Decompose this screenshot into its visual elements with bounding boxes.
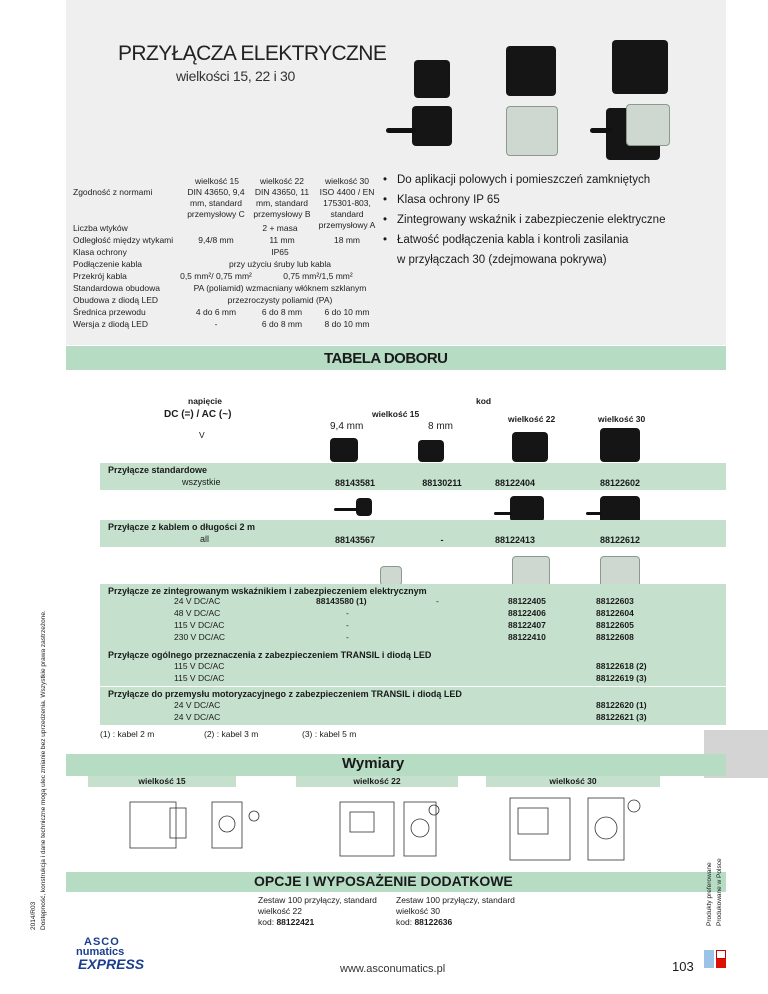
page-subtitle: wielkości 15, 22 i 30	[176, 68, 295, 84]
feature-item: • Do aplikacji polowych i pomieszczeń zamkniętych	[383, 170, 723, 190]
voltage: 115 V DC/AC	[174, 661, 225, 671]
selection-table-header	[66, 346, 726, 370]
row-sub: wszystkie	[182, 477, 221, 487]
thumb-led15	[380, 566, 402, 586]
spec-cell: PA (poliamid) wzmacniany włóknem szklanym	[193, 283, 367, 293]
option-b-line2: wielkość 30	[396, 906, 440, 916]
code: 88122407	[508, 620, 546, 630]
spec-cell: IP65	[271, 247, 289, 257]
voltage: 48 V DC/AC	[174, 608, 221, 618]
napiecie-label: napięcie	[188, 396, 223, 406]
code-cell: 88122404	[480, 478, 550, 490]
preferred-icon	[704, 950, 714, 968]
thumb-std15b	[418, 440, 444, 462]
row-title: Przyłącze standardowe	[108, 465, 208, 475]
code: 88122608	[596, 632, 634, 642]
dim-head: wielkość 30	[486, 776, 660, 787]
side-note-legal: Dostępność, konstrukcja i dane techniczne mogą ulec zmianie bez uprzedzenia. Wszystkie prawa zastrzeżone.	[40, 610, 47, 930]
option-a-line2: wielkość 22	[258, 906, 302, 916]
code: -	[346, 608, 349, 618]
dim-head: wielkość 15	[88, 776, 236, 787]
spec-cell: przy użyciu śruby lub kabla	[228, 259, 332, 269]
option-b-kod: kod:	[396, 917, 415, 927]
spec-label: Standardowa obudowa	[73, 283, 160, 293]
section-title: OPCJE I WYPOSAŻENIE DODATKOWE	[254, 873, 513, 889]
product-photo-led30	[626, 104, 670, 146]
v-label: V	[199, 430, 205, 440]
spec-cell: 0,75 mm²/1,5 mm²	[283, 271, 353, 281]
spec-cell: 6 do 8 mm	[261, 319, 303, 329]
poland-flag-icon	[716, 950, 726, 959]
footer-url[interactable]: www.asconumatics.pl	[340, 963, 446, 975]
voltage: 24 V DC/AC	[174, 700, 221, 710]
code-cell: 88143567	[300, 535, 410, 547]
option-a-kod: kod:	[258, 917, 277, 927]
note: (1) : kabel 2 m	[100, 729, 155, 739]
code: 88122603	[596, 596, 634, 606]
row-title: Przyłącze ogólnego przeznaczenia z zabezpieczeniem TRANSIL i diodą LED	[108, 650, 432, 660]
code: -	[436, 596, 439, 606]
product-photo-cable15	[412, 106, 452, 146]
section-title: TABELA DOBORU	[324, 350, 448, 367]
feature-item: • Łatwość podłączenia kabla i kontroli zasilania	[383, 230, 723, 250]
thumb-cable22	[510, 496, 544, 522]
spec-label: Odległość między wtykami	[73, 235, 174, 245]
note: (2) : kabel 3 m	[204, 729, 259, 739]
asco-logo: ASCO numatics EXPRESS	[76, 936, 145, 972]
dimensions-header	[66, 754, 726, 776]
spec-cell: 6 do 10 mm	[324, 307, 370, 317]
spec-cell: DIN 43650, 11 mm, standard przemysłowy B	[253, 187, 311, 219]
side-note-preferred: Produkty preferowane	[706, 862, 713, 926]
option-b-code: 88122636	[414, 917, 453, 927]
spec-cell: 6 do 8 mm	[261, 307, 303, 317]
spec-label: Wersja z diodą LED	[73, 319, 148, 329]
feature-item: w przyłączach 30 (zdejmowana pokrywa)	[397, 254, 607, 266]
spec-cell: 0,5 mm²/ 0,75 mm²	[180, 271, 252, 281]
spec-label: Obudowa z diodą LED	[73, 295, 159, 305]
feature-list	[383, 170, 723, 270]
row-title: Przyłącze z kablem o długości 2 m	[108, 522, 256, 532]
code: -	[346, 620, 349, 630]
side-note-poland: Produkowane w Polsce	[716, 858, 723, 926]
spec-cell: 9,4/8 mm	[198, 235, 234, 245]
dim-head: wielkość 22	[296, 776, 458, 787]
mm8-head: 8 mm	[428, 421, 453, 432]
code: 88122604	[596, 608, 634, 618]
thumb-std30	[600, 428, 640, 462]
spec-cell: 11 mm	[269, 235, 295, 245]
voltage: 24 V DC/AC	[174, 596, 221, 606]
voltage: 24 V DC/AC	[174, 712, 221, 722]
code: 88122406	[508, 608, 546, 618]
voltage: 230 V DC/AC	[174, 632, 226, 642]
kod-label: kod	[476, 396, 492, 406]
size15-head: wielkość 15	[372, 409, 420, 419]
code: -	[346, 632, 349, 642]
thumb-cable15	[356, 498, 372, 516]
code: 88122619 (3)	[596, 673, 647, 683]
voltage: 115 V DC/AC	[174, 620, 225, 630]
option-b-line1: Zestaw 100 przyłączy, standard	[396, 895, 515, 905]
spec-cell: 8 do 10 mm	[324, 319, 370, 329]
code: 88122605	[596, 620, 634, 630]
spec-cell: przezroczysty poliamid (PA)	[227, 295, 333, 305]
section-title: Wymiary	[342, 755, 405, 772]
spec-cell: ISO 4400 / EN 175301-803, standard przemysłowy A	[318, 187, 376, 230]
spec-label: Przekrój kabla	[73, 271, 127, 281]
product-photo-size15	[414, 60, 450, 98]
code: 88122405	[508, 596, 546, 606]
feature-item: • Zintegrowany wskaźnik i zabezpieczenie elektryczne	[383, 210, 723, 230]
spec-cell: 4 do 6 mm	[195, 307, 237, 317]
spec-cell: 2 + masa	[262, 223, 298, 233]
spec-label: Podłączenie kabla	[73, 259, 142, 269]
spec-table	[0, 0, 380, 340]
spec-label: Zgodność z normami	[73, 187, 153, 197]
page-title: PRZYŁĄCZA ELEKTRYCZNE	[118, 42, 387, 65]
spec-cell: DIN 43650, 9,4 mm, standard przemysłowy C	[187, 187, 245, 219]
page-number: 103	[672, 959, 694, 974]
spec-col-head: wielkość 22	[260, 176, 304, 186]
options-header	[66, 872, 726, 892]
side-note-year: 2014/R03	[30, 901, 37, 930]
code-cell: 88122602	[590, 478, 650, 490]
product-photo-size30	[612, 40, 668, 94]
code-cell: 88130211	[410, 478, 474, 490]
option-a-line1: Zestaw 100 przyłączy, standard	[258, 895, 377, 905]
spec-col-head: wielkość 30	[325, 176, 369, 186]
feature-item: • Klasa ochrony IP 65	[383, 190, 723, 210]
spec-label: Klasa ochrony	[73, 247, 127, 257]
row-sub: all	[200, 534, 210, 544]
code-cell: 88143581	[300, 478, 410, 490]
option-a-code: 88122421	[276, 917, 315, 927]
code-cell: -	[410, 535, 474, 547]
spec-label: Liczba wtyków	[73, 223, 128, 233]
size22-head: wielkość 22	[508, 414, 556, 424]
row-title: Przyłącze ze zintegrowanym wskaźnikiem i zabezpieczeniem elektrycznym	[108, 586, 427, 596]
row-title: Przyłącze do przemysłu motoryzacyjnego z zabezpieczeniem TRANSIL i diodą LED	[108, 689, 462, 699]
spec-label: Średnica przewodu	[73, 307, 146, 317]
dimension-drawings	[100, 788, 700, 870]
code-cell: 88122413	[480, 535, 550, 547]
code: 88143580 (1)	[316, 596, 367, 606]
spec-cell: 18 mm	[334, 235, 360, 245]
spec-col-head: wielkość 15	[195, 176, 239, 186]
thumb-std22	[512, 432, 548, 462]
dcac-label: DC (=) / AC (~)	[164, 409, 232, 420]
code: 88122618 (2)	[596, 661, 647, 671]
code-cell: 88122612	[590, 535, 650, 547]
note: (3) : kabel 5 m	[302, 729, 357, 739]
thumb-std15	[330, 438, 358, 462]
voltage: 115 V DC/AC	[174, 673, 225, 683]
code: 88122621 (3)	[596, 712, 647, 722]
product-photo-size22	[506, 46, 556, 96]
mm94-head: 9,4 mm	[330, 421, 364, 432]
code: 88122410	[508, 632, 546, 642]
product-photo-led22	[506, 106, 558, 156]
spec-cell: -	[214, 319, 218, 329]
code: 88122620 (1)	[596, 700, 647, 710]
size30-head: wielkość 30	[598, 414, 646, 424]
